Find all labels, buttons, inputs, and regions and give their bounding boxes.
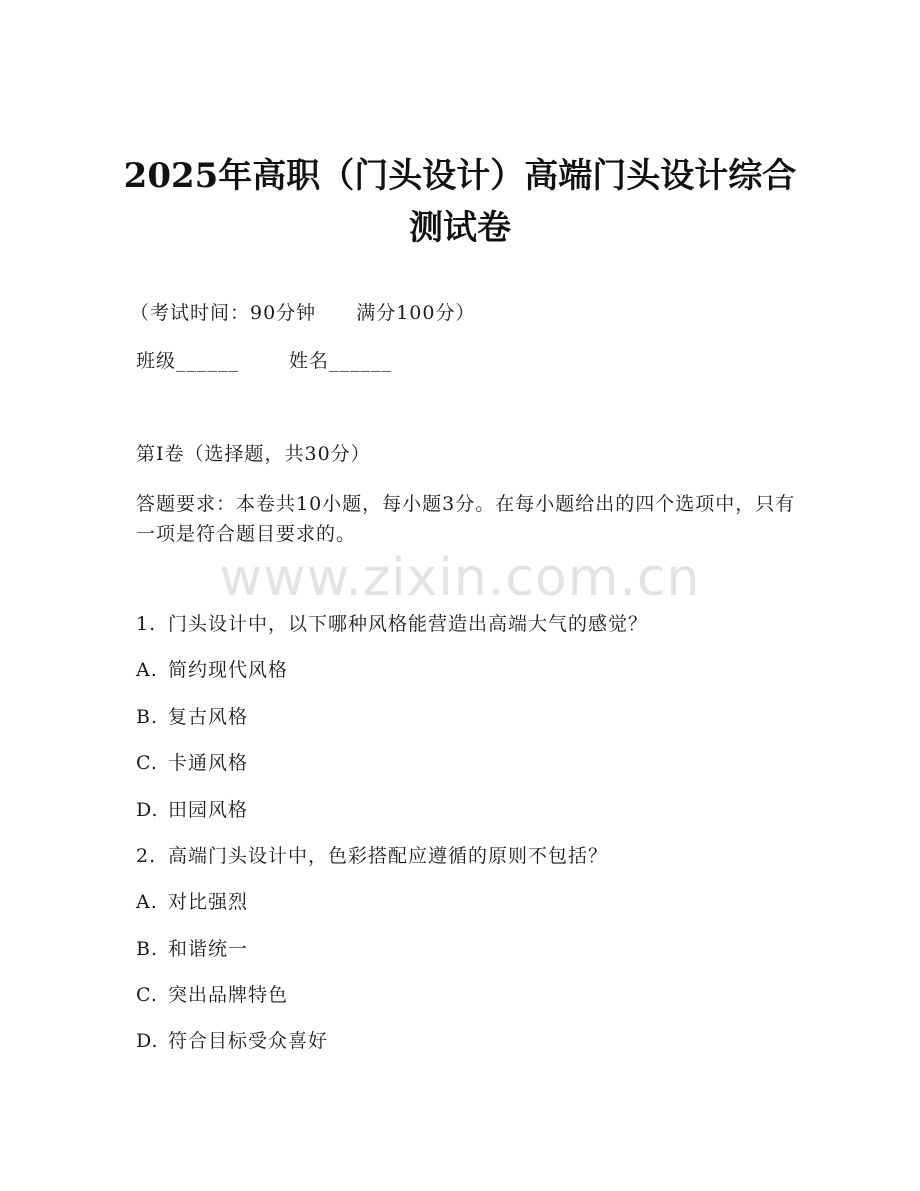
option-letter: B.	[136, 938, 159, 960]
question-2-option-b	[136, 936, 248, 962]
option-letter: B.	[136, 706, 159, 728]
question-number: 2.	[136, 845, 157, 867]
option-letter: C.	[136, 984, 158, 1006]
option-letter: D.	[136, 799, 159, 821]
class-field: 班级______	[136, 350, 240, 372]
section-heading: 第I卷（选择题，共30分）	[136, 443, 371, 465]
option-text: 符合目标受众喜好	[168, 1030, 329, 1052]
option-letter: A.	[136, 891, 158, 913]
option-text: 对比强烈	[168, 891, 249, 913]
question-1	[136, 611, 648, 637]
question-1-option-c	[136, 750, 248, 776]
question-2-option-d	[136, 1028, 328, 1054]
question-text: 门头设计中，以下哪种风格能营造出高端大气的感觉？	[168, 613, 649, 635]
option-text: 突出品牌特色	[168, 984, 289, 1006]
option-letter: D.	[136, 1030, 159, 1052]
option-text: 和谐统一	[168, 938, 249, 960]
option-letter: C.	[136, 752, 158, 774]
exam-time: （考试时间：90分钟	[130, 302, 317, 324]
title-line-2: 测试卷	[409, 208, 511, 248]
option-letter: A.	[136, 659, 158, 681]
title-line-1: 2025年高职（门头设计）高端门头设计综合	[123, 156, 797, 196]
question-2-option-a	[136, 889, 248, 915]
question-1-option-a	[136, 657, 288, 683]
option-text: 复古风格	[168, 706, 249, 728]
exam-info	[130, 300, 475, 326]
watermark: www.zixin.com.cn	[219, 548, 701, 608]
question-1-option-b	[136, 704, 248, 730]
page-title	[60, 150, 860, 254]
question-2-option-c	[136, 982, 288, 1008]
answer-requirements: 答题要求：本卷共10小题，每小题3分。在每小题给出的四个选项中，只有一项是符合题目要求的。	[136, 493, 796, 545]
option-text: 简约现代风格	[168, 659, 289, 681]
name-field: 姓名______	[289, 350, 393, 372]
option-text: 卡通风格	[168, 752, 249, 774]
question-2	[136, 843, 608, 869]
student-info	[136, 348, 392, 374]
question-1-option-d	[136, 797, 248, 823]
option-text: 田园风格	[168, 799, 249, 821]
full-score: 满分100分）	[356, 302, 476, 324]
question-number: 1.	[136, 613, 157, 635]
question-text: 高端门头设计中，色彩搭配应遵循的原则不包括？	[168, 845, 609, 867]
